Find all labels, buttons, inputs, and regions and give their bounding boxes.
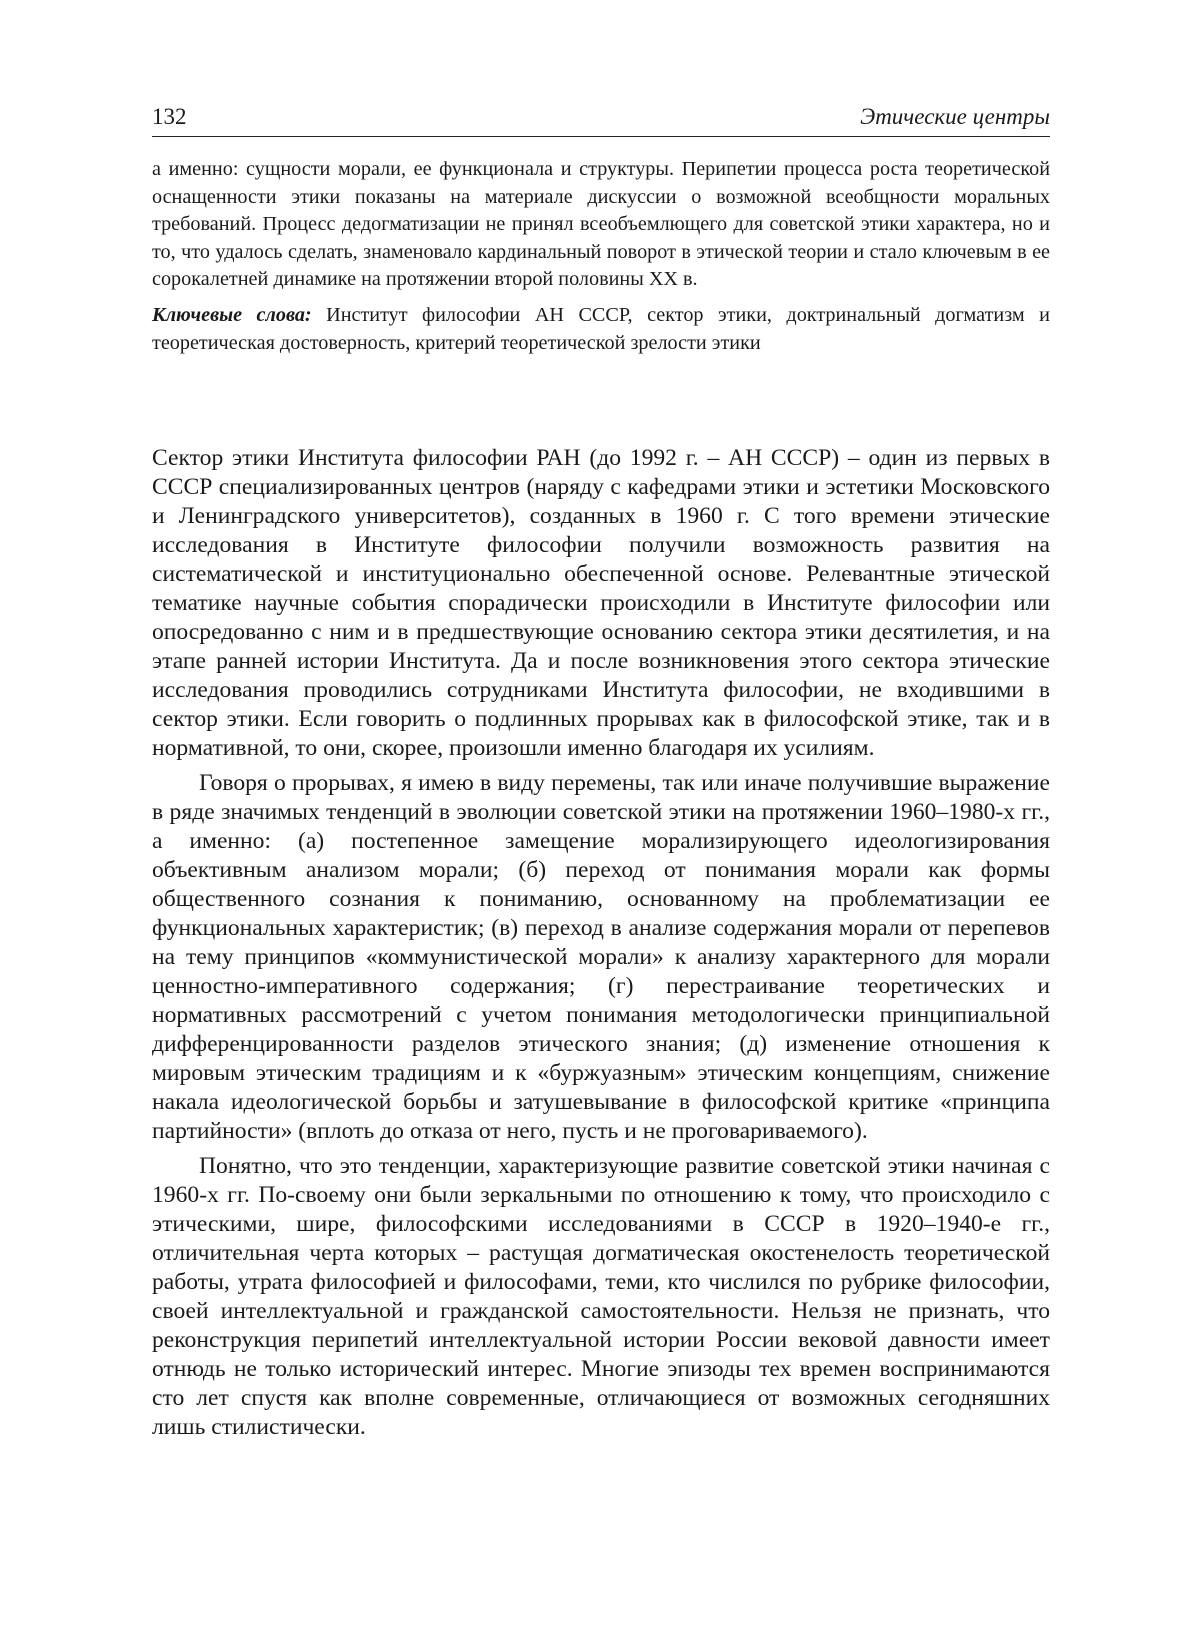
- paragraph: Сектор этики Института философии РАН (до 1992 г. – АН СССР) – один из первых в СССР специализированных центров (наряду с кафедрами этики и эстетики Московского и Ленинградского университетов), созданных в 1960 г. С того времени этические исследования в Институте философии получили возможность развития на систематической и институционально обеспеченной основе. Релевантные этической тематике научные события спорадически происходили в Институте философии или опосредованно с ним и в предшествующие основанию сектора этики десятилетия, и на этапе ранней истории Института. Да и после возникновения этого сектора этические исследования проводились сотрудниками Института философии, не входившими в сектор этики. Если говорить о подлинных прорывах как в философской этике, так и в нормативной, то они, скорее, произошли именно благодаря их усилиям.: [152, 445, 1050, 761]
- paragraph: Говоря о прорывах, я имею в виду перемены, так или иначе получившие выражение в ряде значимых тенденций в эволюции советской этики на протяжении 1960–1980-х гг., а именно: (а) постепенное замещение морализирующего идеологизирования объективным анализом морали; (б) переход от понимания морали как формы общественного сознания к пониманию, основанному на проблематизации ее функциональных характеристик; (в) переход в анализе содержания морали от перепевов на тему принципов «коммунистической морали» к анализу характерного для морали ценностно-императивного содержания; (г) перестраивание теоретических и нормативных рассмотрений с учетом понимания методологически принципиальной дифференцированности разделов этического знания; (д) изменение отношения к мировым этическим традициям и к «буржуазным» этическим концепциям, снижение накала идеологической борьбы и затушевывание в философской критике «принципа партийности» (вплоть до отказа от него, пусть и не проговариваемого).: [152, 770, 1050, 1144]
- abstract-text: а именно: сущности морали, ее функционала и структуры. Перипетии процесса роста теоретической оснащенности этики показаны на материале дискуссии о возможной всеобщности моральных требований. Процесс дедогматизации не принял всеобъемлющего для советской этики характера, но и то, что удалось сделать, знаменовало кардинальный поворот в этической теории и стало ключевым в ее сорокалетней динамике на протяжении второй половины XX в.: [152, 158, 1050, 291]
- body-text: [152, 444, 1050, 1442]
- keywords-label: Ключевые слова:: [152, 303, 312, 326]
- keywords-text: Институт философии АН СССР, сектор этики, доктринальный догматизм и теоретическая достоверность, критерий теоретической зрелости этики: [152, 303, 1050, 354]
- paragraph: Понятно, что это тенденции, характеризующие развитие советской этики начиная с 1960-х гг. По-своему они были зеркальными по отношению к тому, что происходило с этическими, шире, философскими исследованиями в СССР в 1920–1940-е гг., отличительная черта которых – растущая догматическая окостенелость теоретической работы, утрата философией и философами, теми, кто числился по рубрике философии, своей интеллектуальной и гражданской самостоятельности. Нельзя не признать, что реконструкция перипетий интеллектуальной истории России вековой давности имеет отнюдь не только исторический интерес. Многие эпизоды тех времен воспринимаются сто лет спустя как вполне современные, отличающиеся от возможных сегодняшних лишь стилистически.: [152, 1153, 1050, 1440]
- abstract: [152, 156, 1050, 357]
- page-header: [152, 104, 1050, 137]
- page-number: 132: [152, 104, 187, 129]
- running-head: Этические центры: [860, 104, 1050, 129]
- keywords: [152, 302, 1050, 357]
